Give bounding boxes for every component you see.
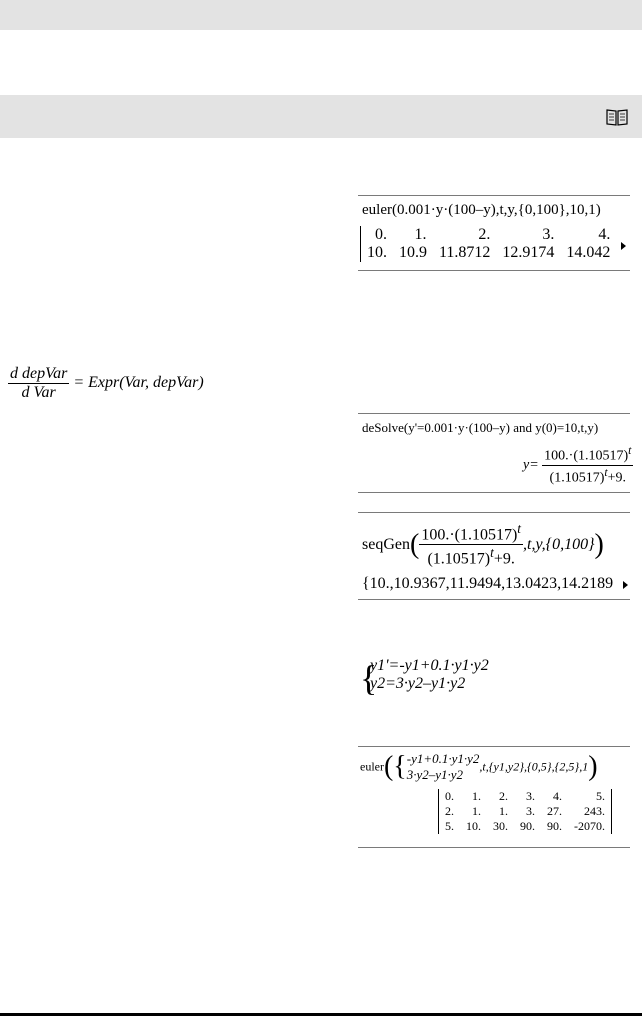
seqgen-scroll-right-arrow-icon[interactable]: [623, 581, 628, 589]
desolve-result-den-exp: t: [604, 465, 608, 479]
m1-r1-c3: 2.: [478, 226, 491, 243]
m2-r2-c1: 2.: [445, 804, 454, 818]
desolve-result-lhs: y=: [523, 457, 539, 473]
seqgen-den-exp: t: [490, 545, 494, 561]
system-eq1: y1'=-y1+0.1·y1·y2: [370, 657, 489, 674]
example-euler-2: [358, 746, 630, 848]
m2-r2-c6: 243.: [584, 804, 605, 818]
m2-r1-c2: 1.: [472, 789, 481, 803]
m1-r1-c2: 1.: [414, 226, 427, 243]
m1-r1-c4: 3.: [542, 226, 555, 243]
seqgen-input: seqGen( $\frac{100.\cdot(1.10517)^t}{(1.10517)^t+9.}$ ,t,y,{0,100}): [362, 521, 604, 568]
eq-rhs: = Expr(Var, depVar): [73, 374, 204, 392]
m2-r2-c2: 1.: [472, 804, 481, 818]
m2-r3-c5: 90.: [547, 819, 562, 833]
ode-system: [360, 657, 489, 698]
example-seqgen: [358, 512, 630, 600]
desolve-result-den-tail: +9.: [607, 470, 627, 486]
desolve-result-num-exp: t: [628, 444, 632, 457]
desolve-result-num: 100.·(1.10517): [544, 448, 629, 464]
example-desolve: [358, 413, 630, 493]
desolve-input: deSolve(y'=0.001·y·(100–y) and y(0)=10,t,y): [362, 420, 599, 435]
seqgen-result: {10.,10.9367,11.9494,13.0423,14.2189: [362, 575, 614, 592]
m2-r1-c3: 2.: [499, 789, 508, 803]
euler-2-line2: 3·y2–y1·y2: [406, 767, 464, 782]
seqgen-frac-den: (1.10517): [427, 550, 491, 568]
m2-r1-c5: 4.: [553, 789, 562, 803]
euler-2-args: ,t,{y1,y2},{0,5},{2,5},1: [479, 759, 589, 774]
example-euler-1: [358, 195, 630, 271]
m2-r3-c4: 90.: [520, 819, 535, 833]
euler-1-result-matrix: [360, 226, 616, 262]
seqgen-frac-num: 100.·(1.10517): [421, 526, 518, 544]
m2-r1-c6: 5.: [596, 789, 605, 803]
m2-r3-c6: -2070.: [574, 819, 605, 833]
differential-equation-form: [8, 365, 204, 402]
euler-2-line1: -y1+0.1·y1·y2: [406, 751, 480, 766]
section-header-bar: [0, 95, 642, 138]
seqgen-frac-den-tail: +9.: [493, 550, 515, 568]
page-bottom-rule: [0, 1013, 642, 1016]
m1-r2-c2: 10.9: [399, 244, 427, 261]
scroll-right-arrow-icon[interactable]: [621, 242, 626, 250]
m1-r2-c4: 12.9174: [502, 244, 555, 261]
m2-r2-c4: 3.: [526, 804, 535, 818]
m2-r1-c4: 3.: [526, 789, 535, 803]
m1-r1-c5: 4.: [598, 226, 611, 243]
desolve-result-den: (1.10517): [549, 470, 605, 486]
m1-r2-c3: 11.8712: [439, 244, 491, 261]
m1-r2-c5: 14.042: [566, 244, 611, 261]
seqgen-fn: seqGen: [362, 535, 410, 553]
m2-r2-c3: 1.: [499, 804, 508, 818]
euler-2-result-matrix: [438, 789, 612, 834]
m2-r3-c1: 5.: [445, 819, 454, 833]
seqgen-args: ,t,y,{0,100}: [523, 535, 595, 553]
m2-r3-c2: 10.: [466, 819, 481, 833]
system-brace: {: [360, 658, 378, 698]
desolve-result: [523, 444, 633, 486]
m1-r1-c1: 0.: [375, 226, 387, 243]
top-header-bar: [0, 0, 642, 30]
system-eq2: y2=3·y2–y1·y2: [370, 675, 466, 692]
euler-1-input: euler(0.001·y·(100–y),t,y,{0,100},10,1): [362, 202, 601, 218]
m2-r3-c3: 30.: [493, 819, 508, 833]
eq-lhs-numerator: d depVar: [10, 365, 68, 382]
m2-r1-c1: 0.: [445, 789, 454, 803]
m2-r2-c5: 27.: [547, 804, 562, 818]
seqgen-num-exp: t: [517, 521, 521, 536]
euler-2-fn: euler: [360, 759, 384, 774]
eq-lhs-denominator: d Var: [21, 384, 56, 401]
euler-2-input: euler({ -y1+0.1·y1·y2 3·y2–y1·y2 ,t,{y1,y2},{0,5},{2,5},1): [360, 751, 598, 782]
book-icon: [606, 108, 628, 126]
m1-r2-c1: 10.: [367, 244, 387, 261]
